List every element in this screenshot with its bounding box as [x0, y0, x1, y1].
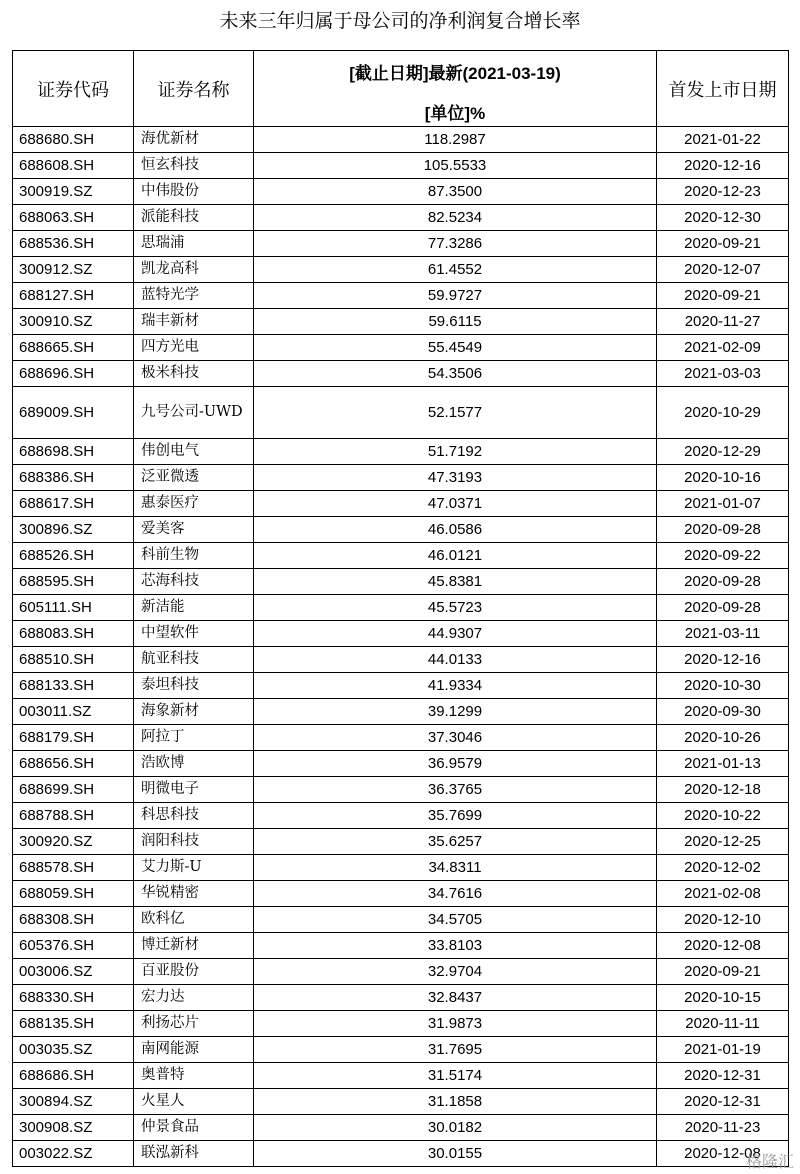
data-table — [12, 50, 789, 1167]
code-cell: 688059.SH — [13, 881, 134, 907]
name-cell: 科思科技 — [134, 803, 254, 829]
table-row — [13, 985, 789, 1011]
code-cell: 688595.SH — [13, 569, 134, 595]
value-cell: 31.7695 — [254, 1037, 657, 1063]
value-cell: 32.9704 — [254, 959, 657, 985]
date-cell: 2020-12-07 — [657, 257, 789, 283]
value-cell: 52.1577 — [254, 387, 657, 439]
date-cell: 2020-11-11 — [657, 1011, 789, 1037]
code-cell: 300908.SZ — [13, 1115, 134, 1141]
code-cell: 688063.SH — [13, 205, 134, 231]
code-cell: 003011.SZ — [13, 699, 134, 725]
value-cell: 105.5533 — [254, 153, 657, 179]
name-cell: 中伟股份 — [134, 179, 254, 205]
date-cell: 2021-02-08 — [657, 881, 789, 907]
code-cell: 003006.SZ — [13, 959, 134, 985]
code-cell: 300912.SZ — [13, 257, 134, 283]
value-cell: 31.9873 — [254, 1011, 657, 1037]
code-cell: 688788.SH — [13, 803, 134, 829]
table-row — [13, 231, 789, 257]
table-row — [13, 335, 789, 361]
header-code: 证券代码 — [13, 51, 134, 127]
name-cell: 凯龙高科 — [134, 257, 254, 283]
code-cell: 688386.SH — [13, 465, 134, 491]
code-cell: 688135.SH — [13, 1011, 134, 1037]
header-listing-date: 首发上市日期 — [657, 51, 789, 127]
date-cell: 2021-03-11 — [657, 621, 789, 647]
name-cell: 火星人 — [134, 1089, 254, 1115]
name-cell: 博迁新材 — [134, 933, 254, 959]
date-cell: 2020-10-16 — [657, 465, 789, 491]
code-cell: 688526.SH — [13, 543, 134, 569]
date-cell: 2020-11-23 — [657, 1115, 789, 1141]
date-cell: 2021-01-19 — [657, 1037, 789, 1063]
name-cell: 南网能源 — [134, 1037, 254, 1063]
table-row — [13, 803, 789, 829]
table-row — [13, 751, 789, 777]
value-cell: 51.7192 — [254, 439, 657, 465]
value-cell: 34.5705 — [254, 907, 657, 933]
date-cell: 2020-12-29 — [657, 439, 789, 465]
code-cell: 688578.SH — [13, 855, 134, 881]
table-row — [13, 491, 789, 517]
code-cell: 688696.SH — [13, 361, 134, 387]
date-cell: 2020-09-30 — [657, 699, 789, 725]
table-row — [13, 777, 789, 803]
date-cell: 2020-12-16 — [657, 153, 789, 179]
watermark-logo: 格隆汇 — [745, 1152, 794, 1171]
code-cell: 300919.SZ — [13, 179, 134, 205]
value-cell: 41.9334 — [254, 673, 657, 699]
table-row — [13, 257, 789, 283]
date-cell: 2020-12-10 — [657, 907, 789, 933]
value-cell: 45.8381 — [254, 569, 657, 595]
date-cell: 2020-10-22 — [657, 803, 789, 829]
value-cell: 31.5174 — [254, 1063, 657, 1089]
table-row — [13, 673, 789, 699]
value-cell: 35.7699 — [254, 803, 657, 829]
table-title: 未来三年归属于母公司的净利润复合增长率 — [219, 10, 581, 32]
date-cell: 2021-01-13 — [657, 751, 789, 777]
table-row — [13, 439, 789, 465]
table-row — [13, 465, 789, 491]
date-cell: 2020-12-30 — [657, 205, 789, 231]
table-row — [13, 1011, 789, 1037]
table-row — [13, 153, 789, 179]
name-cell: 思瑞浦 — [134, 231, 254, 257]
date-cell: 2020-12-31 — [657, 1089, 789, 1115]
table-row — [13, 647, 789, 673]
name-cell: 华锐精密 — [134, 881, 254, 907]
value-cell: 54.3506 — [254, 361, 657, 387]
date-cell: 2021-01-22 — [657, 127, 789, 153]
date-cell: 2020-09-22 — [657, 543, 789, 569]
value-cell: 30.0155 — [254, 1141, 657, 1167]
table-row — [13, 881, 789, 907]
name-cell: 派能科技 — [134, 205, 254, 231]
code-cell: 688665.SH — [13, 335, 134, 361]
date-cell: 2020-12-23 — [657, 179, 789, 205]
code-cell: 605111.SH — [13, 595, 134, 621]
name-cell: 伟创电气 — [134, 439, 254, 465]
name-cell: 明微电子 — [134, 777, 254, 803]
table-row — [13, 829, 789, 855]
table-row — [13, 725, 789, 751]
code-cell: 688617.SH — [13, 491, 134, 517]
date-cell: 2020-10-26 — [657, 725, 789, 751]
name-cell: 惠泰医疗 — [134, 491, 254, 517]
value-cell: 82.5234 — [254, 205, 657, 231]
name-cell: 欧科亿 — [134, 907, 254, 933]
date-cell: 2020-09-21 — [657, 283, 789, 309]
code-cell: 605376.SH — [13, 933, 134, 959]
code-cell: 688179.SH — [13, 725, 134, 751]
code-cell: 688698.SH — [13, 439, 134, 465]
name-cell: 中望软件 — [134, 621, 254, 647]
value-cell: 44.9307 — [254, 621, 657, 647]
name-cell: 浩欧博 — [134, 751, 254, 777]
table-row — [13, 933, 789, 959]
code-cell: 300910.SZ — [13, 309, 134, 335]
name-cell: 蓝特光学 — [134, 283, 254, 309]
table-row — [13, 907, 789, 933]
code-cell: 688536.SH — [13, 231, 134, 257]
value-cell: 59.9727 — [254, 283, 657, 309]
value-cell: 45.5723 — [254, 595, 657, 621]
name-cell: 恒玄科技 — [134, 153, 254, 179]
code-cell: 300920.SZ — [13, 829, 134, 855]
name-cell: 爱美客 — [134, 517, 254, 543]
value-cell: 47.0371 — [254, 491, 657, 517]
code-cell: 688308.SH — [13, 907, 134, 933]
name-cell: 艾力斯-U — [134, 855, 254, 881]
table-row — [13, 543, 789, 569]
table-row — [13, 1037, 789, 1063]
table-row — [13, 1141, 789, 1167]
table-row — [13, 1063, 789, 1089]
date-cell: 2021-03-03 — [657, 361, 789, 387]
table-row — [13, 361, 789, 387]
date-cell: 2020-12-18 — [657, 777, 789, 803]
name-cell: 极米科技 — [134, 361, 254, 387]
date-cell: 2020-09-28 — [657, 517, 789, 543]
name-cell: 科前生物 — [134, 543, 254, 569]
name-cell: 宏力达 — [134, 985, 254, 1011]
code-cell: 688656.SH — [13, 751, 134, 777]
table-row — [13, 283, 789, 309]
value-cell: 32.8437 — [254, 985, 657, 1011]
code-cell: 300894.SZ — [13, 1089, 134, 1115]
value-cell: 87.3500 — [254, 179, 657, 205]
table-row — [13, 179, 789, 205]
value-cell: 36.3765 — [254, 777, 657, 803]
date-cell: 2020-10-30 — [657, 673, 789, 699]
name-cell: 海优新材 — [134, 127, 254, 153]
name-cell: 仲景食品 — [134, 1115, 254, 1141]
table-row — [13, 855, 789, 881]
header-metric-date: [截止日期]最新(2021-03-19) — [349, 64, 561, 83]
code-cell: 003022.SZ — [13, 1141, 134, 1167]
table-row — [13, 127, 789, 153]
date-cell: 2020-10-15 — [657, 985, 789, 1011]
code-cell: 688127.SH — [13, 283, 134, 309]
date-cell: 2020-11-27 — [657, 309, 789, 335]
date-cell: 2020-09-28 — [657, 595, 789, 621]
name-cell: 航亚科技 — [134, 647, 254, 673]
value-cell: 31.1858 — [254, 1089, 657, 1115]
name-cell: 利扬芯片 — [134, 1011, 254, 1037]
value-cell: 77.3286 — [254, 231, 657, 257]
name-cell: 泰坦科技 — [134, 673, 254, 699]
value-cell: 33.8103 — [254, 933, 657, 959]
name-cell: 泛亚微透 — [134, 465, 254, 491]
table-row — [13, 621, 789, 647]
table-row — [13, 517, 789, 543]
value-cell: 35.6257 — [254, 829, 657, 855]
name-cell: 奥普特 — [134, 1063, 254, 1089]
header-row — [13, 51, 789, 127]
value-cell: 55.4549 — [254, 335, 657, 361]
name-cell: 四方光电 — [134, 335, 254, 361]
table-row — [13, 309, 789, 335]
value-cell: 39.1299 — [254, 699, 657, 725]
date-cell: 2020-12-08 — [657, 1141, 789, 1167]
value-cell: 37.3046 — [254, 725, 657, 751]
code-cell: 688083.SH — [13, 621, 134, 647]
name-cell: 瑞丰新材 — [134, 309, 254, 335]
date-cell: 2020-09-21 — [657, 231, 789, 257]
table-row — [13, 595, 789, 621]
date-cell: 2021-02-09 — [657, 335, 789, 361]
name-cell: 润阳科技 — [134, 829, 254, 855]
date-cell: 2020-12-25 — [657, 829, 789, 855]
code-cell: 688510.SH — [13, 647, 134, 673]
header-metric-unit: [单位]% — [424, 104, 486, 123]
code-cell: 688680.SH — [13, 127, 134, 153]
value-cell: 59.6115 — [254, 309, 657, 335]
date-cell: 2020-09-28 — [657, 569, 789, 595]
name-cell: 新洁能 — [134, 595, 254, 621]
date-cell: 2020-10-29 — [657, 387, 789, 439]
header-metric — [254, 51, 657, 127]
date-cell: 2020-12-08 — [657, 933, 789, 959]
value-cell: 36.9579 — [254, 751, 657, 777]
value-cell: 34.7616 — [254, 881, 657, 907]
date-cell: 2020-12-02 — [657, 855, 789, 881]
value-cell: 34.8311 — [254, 855, 657, 881]
header-name: 证券名称 — [134, 51, 254, 127]
code-cell: 688686.SH — [13, 1063, 134, 1089]
name-cell: 阿拉丁 — [134, 725, 254, 751]
code-cell: 689009.SH — [13, 387, 134, 439]
code-cell: 300896.SZ — [13, 517, 134, 543]
name-cell: 九号公司-UWD — [134, 387, 254, 439]
date-cell: 2020-12-16 — [657, 647, 789, 673]
value-cell: 44.0133 — [254, 647, 657, 673]
date-cell: 2021-01-07 — [657, 491, 789, 517]
name-cell: 芯海科技 — [134, 569, 254, 595]
value-cell: 47.3193 — [254, 465, 657, 491]
code-cell: 688133.SH — [13, 673, 134, 699]
name-cell: 海象新材 — [134, 699, 254, 725]
value-cell: 118.2987 — [254, 127, 657, 153]
table-row — [13, 959, 789, 985]
value-cell: 46.0121 — [254, 543, 657, 569]
table-row — [13, 1089, 789, 1115]
date-cell: 2020-09-21 — [657, 959, 789, 985]
code-cell: 688330.SH — [13, 985, 134, 1011]
value-cell: 61.4552 — [254, 257, 657, 283]
table-row — [13, 699, 789, 725]
code-cell: 688608.SH — [13, 153, 134, 179]
table-row — [13, 1115, 789, 1141]
code-cell: 688699.SH — [13, 777, 134, 803]
table-row — [13, 387, 789, 439]
name-cell: 百亚股份 — [134, 959, 254, 985]
table-row — [13, 205, 789, 231]
code-cell: 003035.SZ — [13, 1037, 134, 1063]
date-cell: 2020-12-31 — [657, 1063, 789, 1089]
table-row — [13, 569, 789, 595]
value-cell: 46.0586 — [254, 517, 657, 543]
value-cell: 30.0182 — [254, 1115, 657, 1141]
name-cell: 联泓新科 — [134, 1141, 254, 1167]
